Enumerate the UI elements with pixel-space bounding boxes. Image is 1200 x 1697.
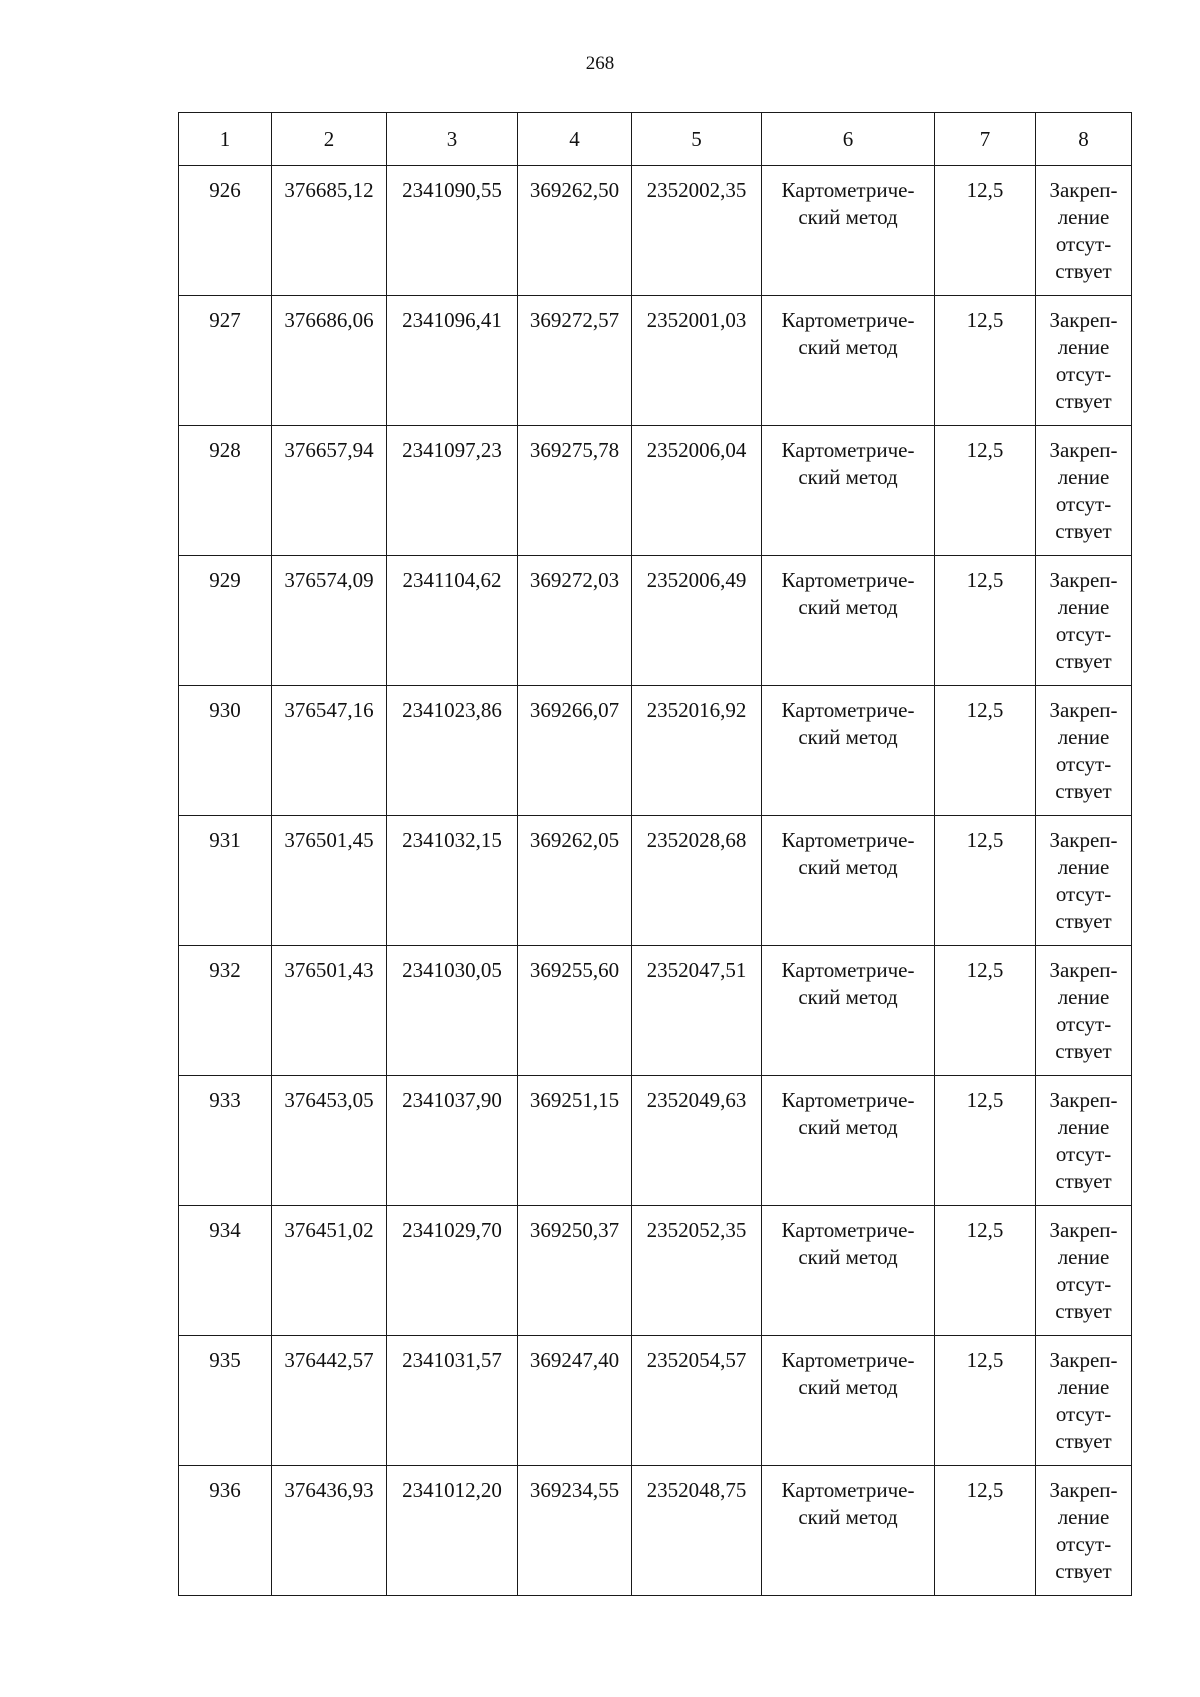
fixation-cell: Закреп- ление отсут- ствует bbox=[1036, 686, 1132, 816]
column-header: 4 bbox=[518, 113, 632, 166]
point-number-cell: 927 bbox=[179, 296, 272, 426]
column-header: 1 bbox=[179, 113, 272, 166]
table-row bbox=[179, 816, 1132, 946]
point-number-cell: 926 bbox=[179, 166, 272, 296]
coordinate-cell: 376442,57 bbox=[272, 1336, 387, 1466]
coordinate-cell: 2341090,55 bbox=[387, 166, 518, 296]
method-cell: Картометриче- ский метод bbox=[762, 686, 935, 816]
point-number-cell: 930 bbox=[179, 686, 272, 816]
accuracy-cell: 12,5 bbox=[935, 556, 1036, 686]
table-row bbox=[179, 166, 1132, 296]
coordinate-cell: 369255,60 bbox=[518, 946, 632, 1076]
coordinate-cell: 2352016,92 bbox=[632, 686, 762, 816]
fixation-cell: Закреп- ление отсут- ствует bbox=[1036, 556, 1132, 686]
accuracy-cell: 12,5 bbox=[935, 1076, 1036, 1206]
fixation-cell: Закреп- ление отсут- ствует bbox=[1036, 166, 1132, 296]
column-header: 3 bbox=[387, 113, 518, 166]
method-cell: Картометриче- ский метод bbox=[762, 1466, 935, 1596]
point-number-cell: 933 bbox=[179, 1076, 272, 1206]
method-cell: Картометриче- ский метод bbox=[762, 296, 935, 426]
coordinate-cell: 2352001,03 bbox=[632, 296, 762, 426]
column-header: 2 bbox=[272, 113, 387, 166]
page-number: 268 bbox=[585, 53, 615, 74]
point-number-cell: 931 bbox=[179, 816, 272, 946]
coordinate-cell: 376501,45 bbox=[272, 816, 387, 946]
accuracy-cell: 12,5 bbox=[935, 686, 1036, 816]
coordinate-cell: 376686,06 bbox=[272, 296, 387, 426]
method-cell: Картометриче- ский метод bbox=[762, 816, 935, 946]
table-row bbox=[179, 946, 1132, 1076]
method-cell: Картометриче- ский метод bbox=[762, 946, 935, 1076]
coordinate-cell: 376501,43 bbox=[272, 946, 387, 1076]
point-number-cell: 929 bbox=[179, 556, 272, 686]
coordinate-cell: 376436,93 bbox=[272, 1466, 387, 1596]
coordinate-cell: 369262,05 bbox=[518, 816, 632, 946]
coordinate-cell: 2352049,63 bbox=[632, 1076, 762, 1206]
coordinate-cell: 2352048,75 bbox=[632, 1466, 762, 1596]
coordinate-cell: 2352002,35 bbox=[632, 166, 762, 296]
fixation-cell: Закреп- ление отсут- ствует bbox=[1036, 1206, 1132, 1336]
coordinate-cell: 2341104,62 bbox=[387, 556, 518, 686]
fixation-cell: Закреп- ление отсут- ствует bbox=[1036, 296, 1132, 426]
accuracy-cell: 12,5 bbox=[935, 296, 1036, 426]
method-cell: Картометриче- ский метод bbox=[762, 166, 935, 296]
coordinate-cell: 2352052,35 bbox=[632, 1206, 762, 1336]
coordinate-cell: 2341031,57 bbox=[387, 1336, 518, 1466]
table-row bbox=[179, 556, 1132, 686]
fixation-cell: Закреп- ление отсут- ствует bbox=[1036, 426, 1132, 556]
coordinate-cell: 376451,02 bbox=[272, 1206, 387, 1336]
coordinate-cell: 376657,94 bbox=[272, 426, 387, 556]
table-row bbox=[179, 1076, 1132, 1206]
fixation-cell: Закреп- ление отсут- ствует bbox=[1036, 1076, 1132, 1206]
coordinate-cell: 376547,16 bbox=[272, 686, 387, 816]
accuracy-cell: 12,5 bbox=[935, 1336, 1036, 1466]
method-cell: Картометриче- ский метод bbox=[762, 556, 935, 686]
coordinate-cell: 2352047,51 bbox=[632, 946, 762, 1076]
coordinate-cell: 2341030,05 bbox=[387, 946, 518, 1076]
coordinates-table bbox=[178, 112, 1132, 1596]
coordinate-cell: 2341023,86 bbox=[387, 686, 518, 816]
coordinate-cell: 376574,09 bbox=[272, 556, 387, 686]
coordinate-cell: 2341032,15 bbox=[387, 816, 518, 946]
coordinate-cell: 369266,07 bbox=[518, 686, 632, 816]
accuracy-cell: 12,5 bbox=[935, 946, 1036, 1076]
point-number-cell: 934 bbox=[179, 1206, 272, 1336]
coordinate-cell: 369262,50 bbox=[518, 166, 632, 296]
fixation-cell: Закреп- ление отсут- ствует bbox=[1036, 1336, 1132, 1466]
column-header: 8 bbox=[1036, 113, 1132, 166]
accuracy-cell: 12,5 bbox=[935, 1466, 1036, 1596]
coordinate-cell: 376685,12 bbox=[272, 166, 387, 296]
coordinate-cell: 369272,57 bbox=[518, 296, 632, 426]
accuracy-cell: 12,5 bbox=[935, 816, 1036, 946]
point-number-cell: 936 bbox=[179, 1466, 272, 1596]
table-row bbox=[179, 296, 1132, 426]
coordinate-cell: 2352006,04 bbox=[632, 426, 762, 556]
table-row bbox=[179, 426, 1132, 556]
coordinate-cell: 2341012,20 bbox=[387, 1466, 518, 1596]
point-number-cell: 935 bbox=[179, 1336, 272, 1466]
coordinate-cell: 2341029,70 bbox=[387, 1206, 518, 1336]
coordinate-cell: 2352028,68 bbox=[632, 816, 762, 946]
method-cell: Картометриче- ский метод bbox=[762, 1206, 935, 1336]
method-cell: Картометриче- ский метод bbox=[762, 1076, 935, 1206]
coordinate-cell: 369234,55 bbox=[518, 1466, 632, 1596]
coordinate-cell: 2341037,90 bbox=[387, 1076, 518, 1206]
column-header: 7 bbox=[935, 113, 1036, 166]
column-header: 5 bbox=[632, 113, 762, 166]
coordinate-cell: 2341096,41 bbox=[387, 296, 518, 426]
method-cell: Картометриче- ский метод bbox=[762, 426, 935, 556]
point-number-cell: 932 bbox=[179, 946, 272, 1076]
table-row bbox=[179, 686, 1132, 816]
column-header: 6 bbox=[762, 113, 935, 166]
coordinate-cell: 369251,15 bbox=[518, 1076, 632, 1206]
header-row bbox=[179, 113, 1132, 166]
point-number-cell: 928 bbox=[179, 426, 272, 556]
table-row bbox=[179, 1206, 1132, 1336]
table-row bbox=[179, 1466, 1132, 1596]
coordinate-cell: 2341097,23 bbox=[387, 426, 518, 556]
coordinate-cell: 2352054,57 bbox=[632, 1336, 762, 1466]
coordinate-cell: 376453,05 bbox=[272, 1076, 387, 1206]
accuracy-cell: 12,5 bbox=[935, 166, 1036, 296]
coordinate-cell: 369250,37 bbox=[518, 1206, 632, 1336]
coordinate-cell: 369247,40 bbox=[518, 1336, 632, 1466]
accuracy-cell: 12,5 bbox=[935, 1206, 1036, 1336]
accuracy-cell: 12,5 bbox=[935, 426, 1036, 556]
method-cell: Картометриче- ский метод bbox=[762, 1336, 935, 1466]
fixation-cell: Закреп- ление отсут- ствует bbox=[1036, 1466, 1132, 1596]
table-row bbox=[179, 1336, 1132, 1466]
fixation-cell: Закреп- ление отсут- ствует bbox=[1036, 946, 1132, 1076]
coordinate-cell: 369275,78 bbox=[518, 426, 632, 556]
coordinate-cell: 2352006,49 bbox=[632, 556, 762, 686]
fixation-cell: Закреп- ление отсут- ствует bbox=[1036, 816, 1132, 946]
coordinate-cell: 369272,03 bbox=[518, 556, 632, 686]
